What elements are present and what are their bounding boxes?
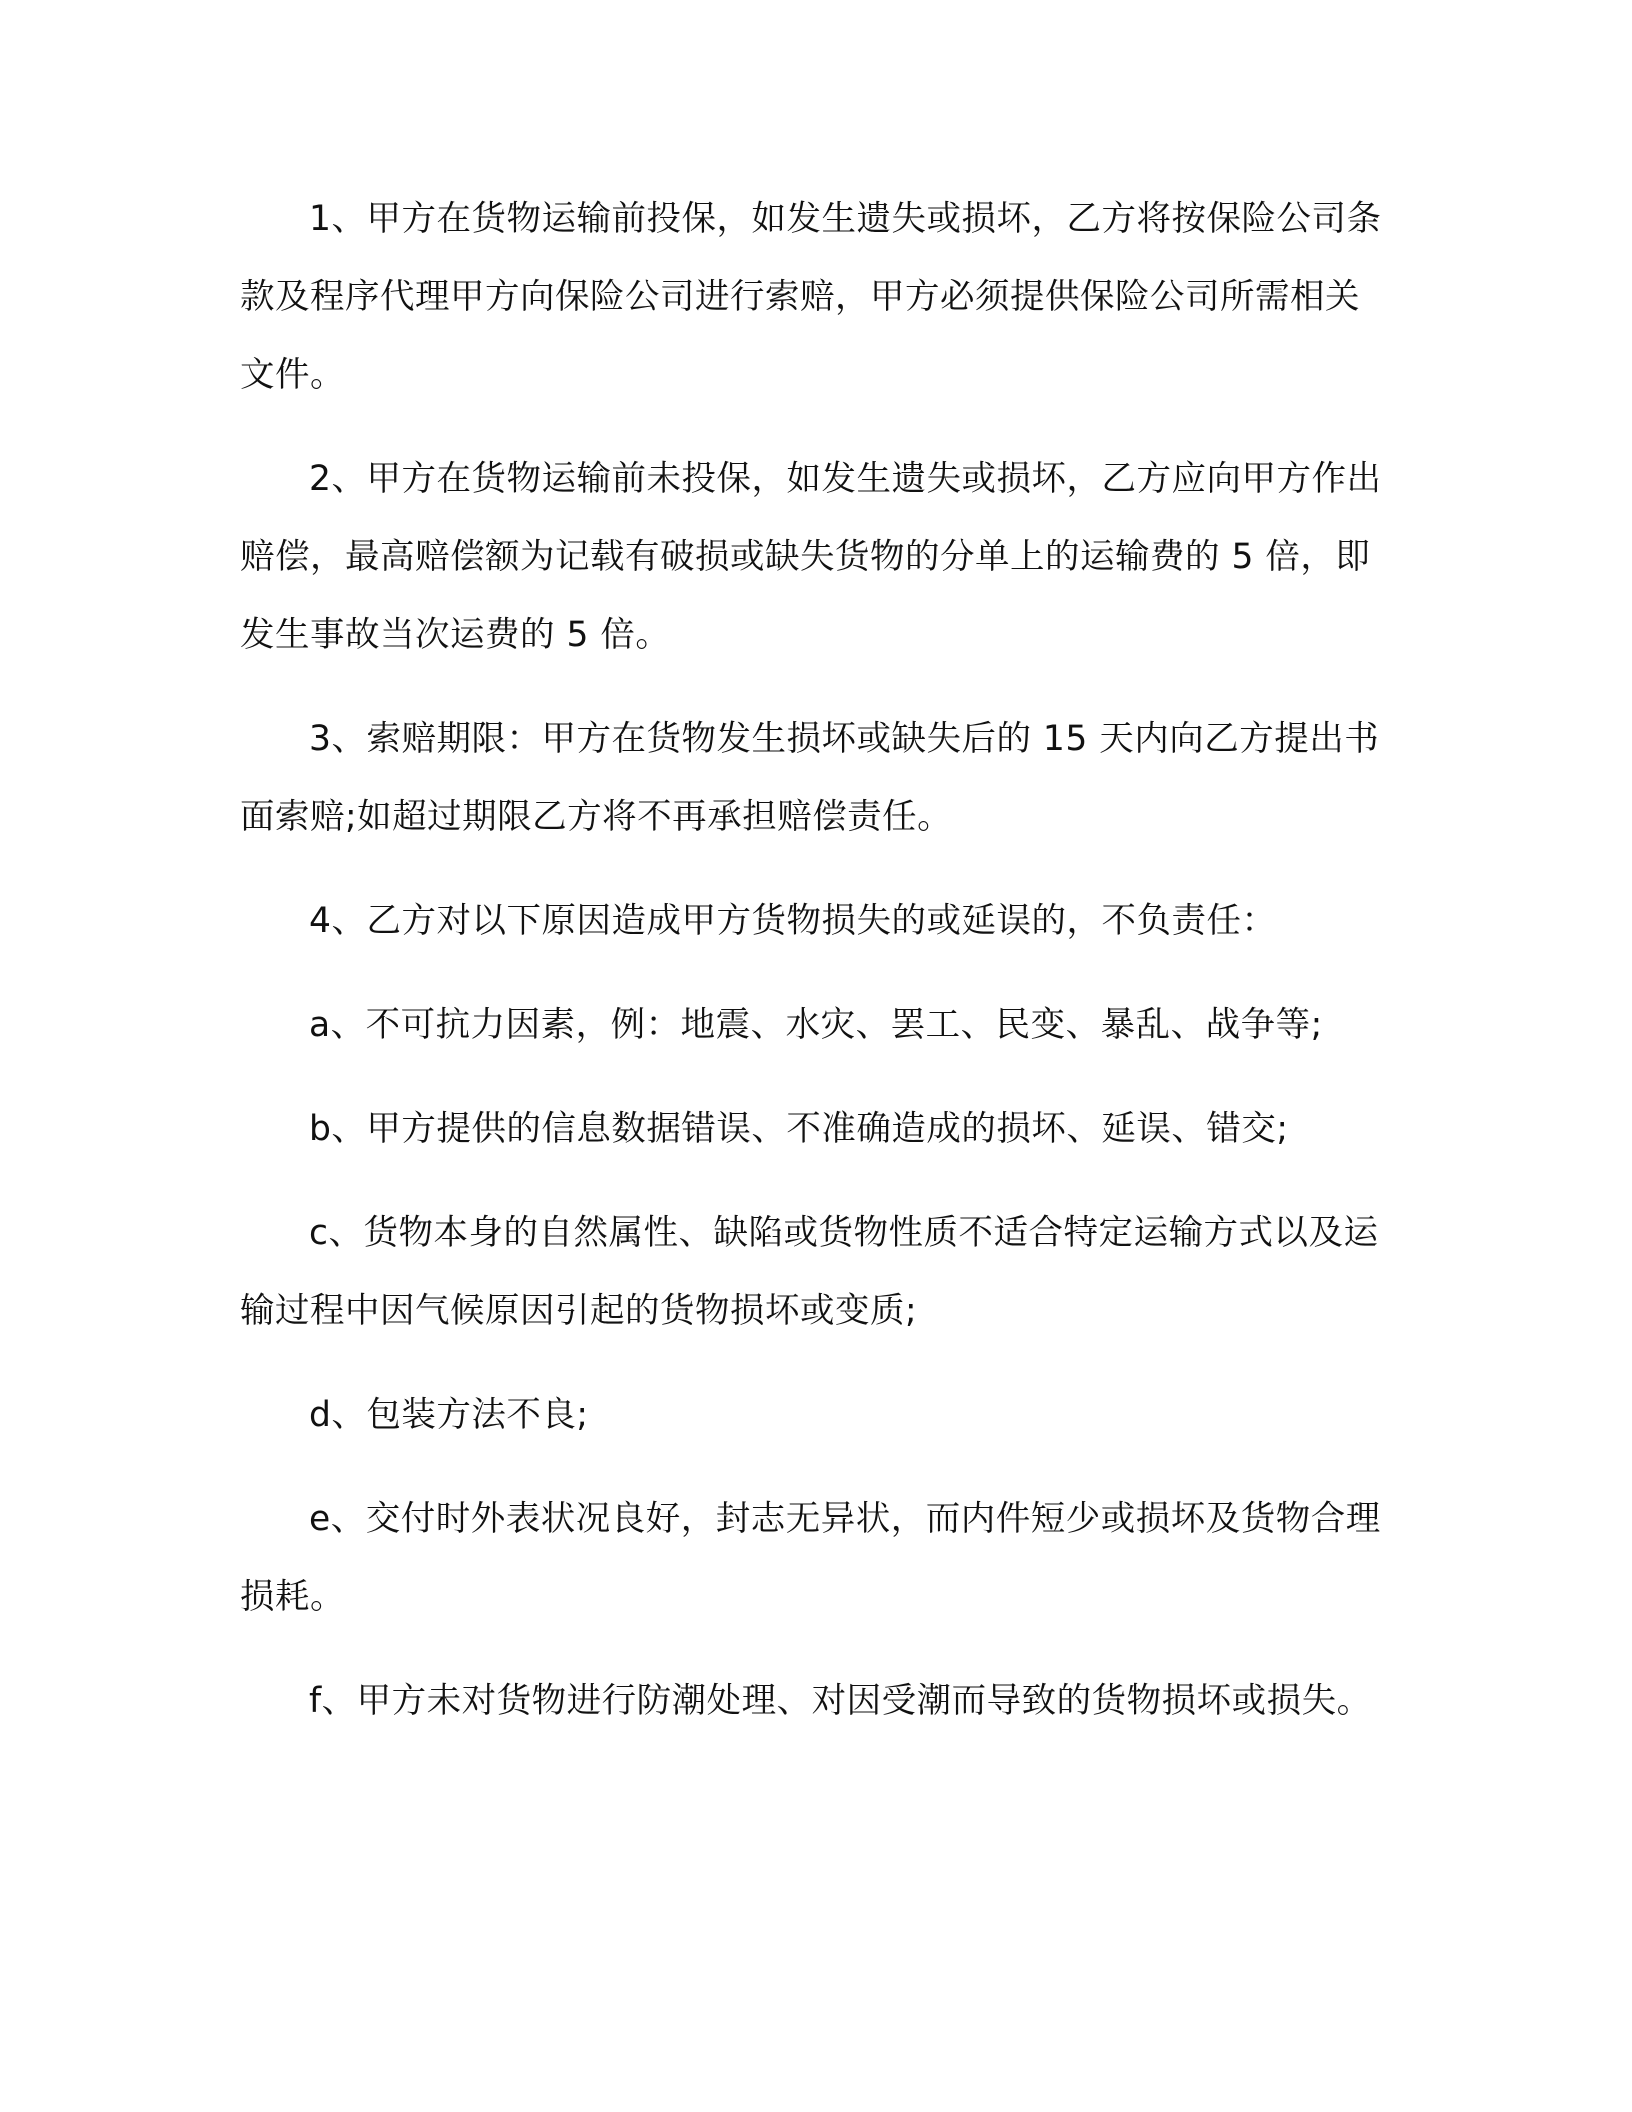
exemption-c-goods-nature: c、货物本身的自然属性、缺陷或货物性质不适合特定运输方式以及运输过程中因气候原因引起的货物损坏或变质; [240, 1213, 1379, 1331]
exemption-b-data-error: b、甲方提供的信息数据错误、不准确造成的损坏、延误、错交; [309, 1109, 1289, 1149]
exemption-d-packaging: d、包装方法不良; [309, 1395, 589, 1435]
clause-4-exemptions-intro: 4、乙方对以下原因造成甲方货物损失的或延误的，不负责任： [309, 901, 1277, 941]
exemption-f-moisture: f、甲方未对货物进行防潮处理、对因受潮而导致的货物损坏或损失。 [309, 1681, 1372, 1721]
clause-3-claim-period: 3、索赔期限：甲方在货物发生损坏或缺失后的 15 天内向乙方提出书面索赔;如超过期限乙方将不再承担赔偿责任。 [240, 719, 1380, 837]
clause-2-uninsured-compensation: 2、甲方在货物运输前未投保，如发生遗失或损坏，乙方应向甲方作出赔偿，最高赔偿额为记载有破损或缺失货物的分单上的运输费的 5 倍，即发生事故当次运费的 5 倍。 [240, 459, 1382, 655]
document-body [240, 180, 1390, 1766]
exemption-a-force-majeure: a、不可抗力因素，例：地震、水灾、罢工、民变、暴乱、战争等; [309, 1005, 1323, 1045]
clause-1-insured-claim: 1、甲方在货物运输前投保，如发生遗失或损坏，乙方将按保险公司条款及程序代理甲方向保险公司进行索赔，甲方必须提供保险公司所需相关文件。 [240, 199, 1382, 395]
exemption-e-intact-exterior: e、交付时外表状况良好，封志无异状，而内件短少或损坏及货物合理损耗。 [240, 1499, 1381, 1617]
